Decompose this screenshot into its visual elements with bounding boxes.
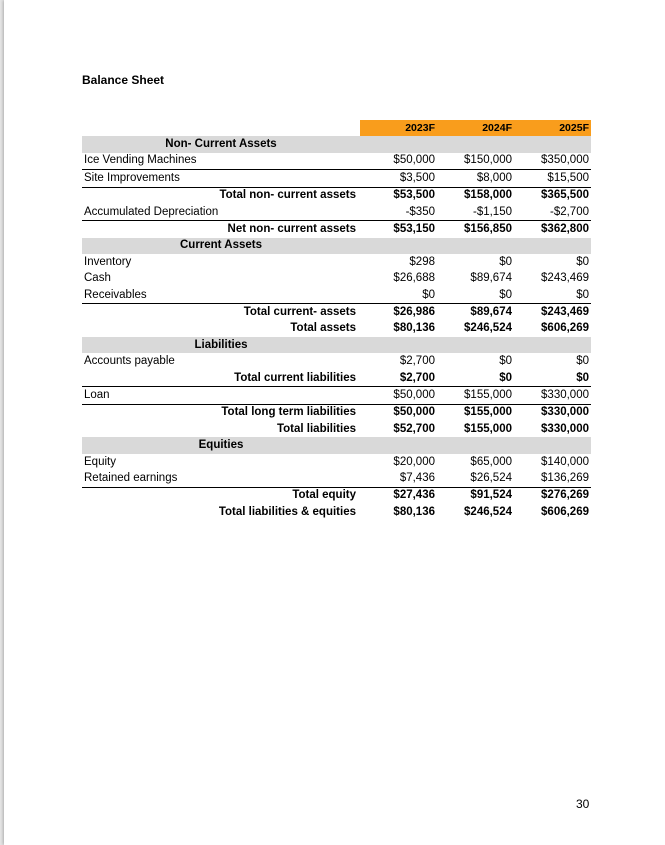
row-total-long-term-liabilities (82, 404, 591, 421)
cell-2023: $2,700 (399, 355, 435, 368)
section-label: Liabilities (82, 337, 360, 353)
cell-2025: $606,269 (541, 322, 589, 335)
cell-2025: $276,269 (541, 489, 589, 502)
row-label: Ice Vending Machines (82, 153, 360, 170)
section-equities (82, 437, 591, 453)
cell-2023: $50,000 (360, 387, 437, 404)
cell-2023: $3,500 (360, 170, 437, 187)
row-ice-vending-machines (82, 153, 591, 170)
row-label: Cash (84, 272, 111, 285)
row-label: Retained earnings (82, 470, 360, 487)
cell-2023: $26,986 (393, 305, 435, 318)
cell-2024: $0 (437, 370, 514, 387)
cell-2024: $89,674 (470, 305, 512, 318)
cell-2024: $26,524 (437, 470, 514, 487)
cell-2023: $50,000 (360, 153, 437, 170)
row-total-liabilities-equities (82, 504, 591, 520)
cell-2025: -$2,700 (514, 204, 591, 221)
row-label: Total liabilities & equities (218, 505, 356, 518)
cell-2023: $80,136 (393, 322, 435, 335)
cell-2023: $0 (360, 287, 437, 304)
row-inventory (82, 254, 591, 270)
balance-sheet-table (82, 120, 591, 520)
cell-2025: $15,500 (514, 170, 591, 187)
cell-2023: $27,436 (393, 489, 435, 502)
cell-2024: $158,000 (464, 189, 512, 202)
cell-2025: $136,269 (514, 470, 591, 487)
row-cash (82, 271, 591, 287)
year-header: 2024F (437, 120, 514, 136)
section-label: Equities (82, 437, 360, 453)
row-total-current-liabilities (82, 370, 591, 387)
row-total-current-assets (82, 304, 591, 321)
row-accumulated-depreciation (82, 204, 591, 221)
section-non-current-assets (82, 136, 591, 152)
cell-2024: $155,000 (464, 422, 512, 435)
section-liabilities (82, 337, 591, 353)
cell-2024: $0 (499, 355, 512, 368)
section-label: Current Assets (82, 238, 360, 254)
year-header-row (82, 120, 591, 136)
row-total-assets (82, 321, 591, 337)
row-receivables (82, 287, 591, 304)
cell-2024: $155,000 (464, 406, 512, 419)
cell-2025: $330,000 (514, 387, 591, 404)
year-header: 2023F (360, 120, 437, 136)
row-accounts-payable (82, 353, 591, 369)
row-label: Accounts payable (84, 355, 175, 368)
cell-2024: $150,000 (437, 153, 514, 170)
cell-2025: $0 (576, 255, 589, 268)
cell-2025: $243,469 (541, 272, 589, 285)
cell-2024: $0 (499, 255, 512, 268)
row-loan (82, 387, 591, 404)
page-title: Balance Sheet (82, 73, 165, 87)
cell-2025: $0 (576, 355, 589, 368)
document-page (4, 0, 665, 845)
row-label: Site Improvements (82, 170, 360, 187)
cell-2023: $52,700 (393, 422, 435, 435)
row-total-non-current-assets (82, 187, 591, 204)
row-label: Total assets (290, 322, 356, 335)
cell-2025: $140,000 (541, 455, 589, 468)
cell-2024: $156,850 (464, 223, 512, 236)
row-label: Total non- current assets (219, 189, 356, 202)
cell-2023: $26,688 (393, 272, 435, 285)
cell-2025: $243,469 (541, 305, 589, 318)
row-label: Accumulated Depreciation (82, 204, 360, 221)
row-label: Total liabilities (276, 422, 356, 435)
row-label: Total equity (292, 489, 356, 502)
row-total-liabilities (82, 421, 591, 437)
row-total-equity (82, 487, 591, 504)
cell-2024: $65,000 (470, 455, 512, 468)
cell-2024: -$1,150 (437, 204, 514, 221)
section-current-assets (82, 238, 591, 254)
row-equity (82, 454, 591, 470)
cell-2025: $606,269 (541, 505, 589, 518)
section-label: Non- Current Assets (82, 136, 360, 152)
cell-2023: $53,150 (393, 223, 435, 236)
row-site-improvements (82, 170, 591, 187)
cell-2024: $8,000 (437, 170, 514, 187)
cell-2023: $7,436 (360, 470, 437, 487)
cell-2024: $89,674 (470, 272, 512, 285)
cell-2023: $2,700 (360, 370, 437, 387)
year-header: 2025F (514, 120, 591, 136)
row-retained-earnings (82, 470, 591, 487)
cell-2024: $91,524 (470, 489, 512, 502)
cell-2023: $20,000 (393, 455, 435, 468)
cell-2024: $246,524 (464, 322, 512, 335)
row-label: Loan (82, 387, 360, 404)
cell-2023: $50,000 (393, 406, 435, 419)
cell-2025: $330,000 (541, 406, 589, 419)
row-label: Total current liabilities (82, 370, 360, 387)
row-label: Total current- assets (243, 305, 356, 318)
row-label: Total long term liabilities (221, 406, 356, 419)
cell-2023: $298 (409, 255, 435, 268)
row-label: Net non- current assets (227, 223, 356, 236)
cell-2024: $155,000 (437, 387, 514, 404)
cell-2025: $365,500 (541, 189, 589, 202)
cell-2025: $330,000 (541, 422, 589, 435)
row-net-non-current-assets (82, 221, 591, 238)
row-label: Equity (84, 455, 116, 468)
cell-2023: -$350 (360, 204, 437, 221)
cell-2025: $0 (514, 370, 591, 387)
cell-2024: $246,524 (464, 505, 512, 518)
cell-2025: $362,800 (541, 223, 589, 236)
page-number: 30 (576, 797, 590, 811)
cell-2023: $53,500 (393, 189, 435, 202)
cell-2025: $350,000 (514, 153, 591, 170)
cell-2024: $0 (437, 287, 514, 304)
row-label: Inventory (84, 255, 132, 268)
cell-2025: $0 (514, 287, 591, 304)
row-label: Receivables (82, 287, 360, 304)
cell-2023: $80,136 (393, 505, 435, 518)
